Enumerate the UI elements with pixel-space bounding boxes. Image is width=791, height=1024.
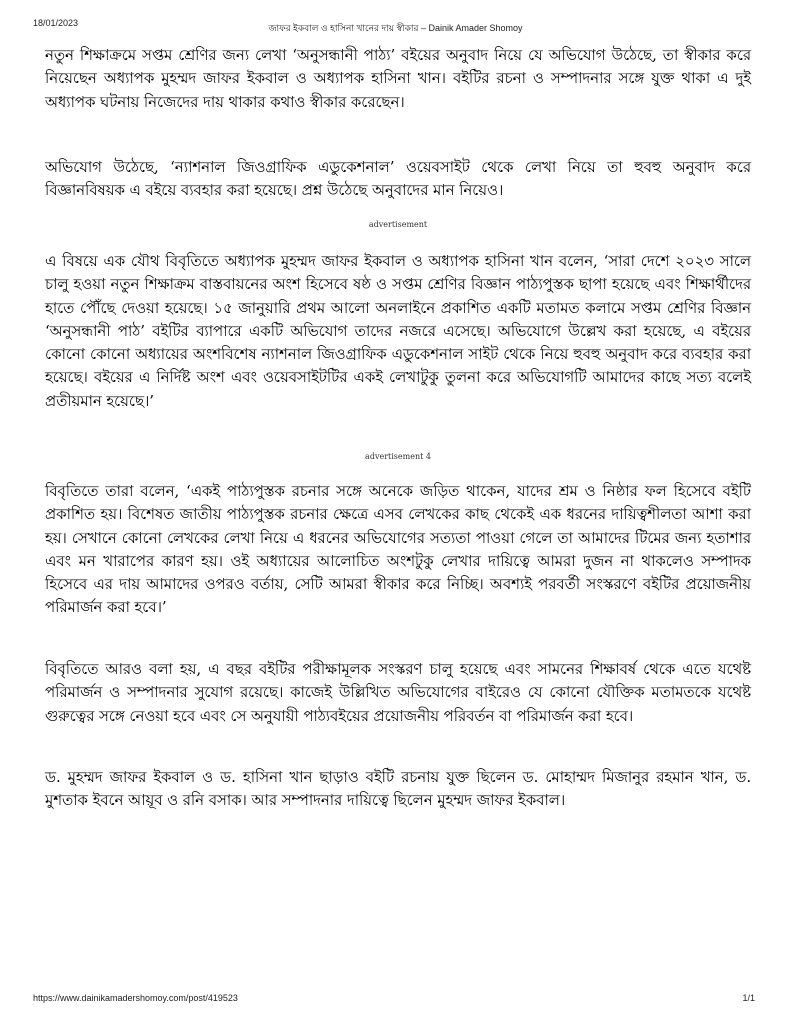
article-paragraph-2: অভিযোগ উঠেছে, ‘ন্যাশনাল জিওগ্রাফিক এডুকেশনাল’ ওয়েবসাইট থেকে লেখা নিয়ে তা হুবহু অনুবাদ করে বিজ্ঞানবিষয়ক এ বইয়ে ব্যবহার করা হয়েছে। প্রশ্ন উঠেছে অনুবাদের মান নিয়েও। <box>45 158 751 200</box>
print-date: 18/01/2023 <box>33 18 79 28</box>
print-footer <box>0 993 791 1007</box>
article-body <box>45 44 751 838</box>
article-paragraph-1: নতুন শিক্ষাক্রমে সপ্তম শ্রেণির জন্য লেখা ‘অনুসন্ধানী পাঠ্য’ বইয়ের অনুবাদ নিয়ে যে অভিযোগ উঠেছে, তা স্বীকার করে নিয়েছেন অধ্যাপক মুহম্মদ জাফর ইকবাল ও অধ্যাপক হাসিনা খান। বইটির রচনা ও সম্পাদনার সঙ্গে যুক্ত থাকা এ দুই অধ্যাপক ঘটনায় নিজেদের দায় থাকার কথাও স্বীকার করেছেন। <box>45 46 751 111</box>
print-header <box>0 18 791 32</box>
page-number: 1/1 <box>742 993 755 1003</box>
article-paragraph-4: বিবৃতিতে তারা বলেন, ‘একই পাঠ্যপুস্তক রচনার সঙ্গে অনেকে জড়িত থাকেন, যাদের শ্রম ও নিষ্ঠার ফল হিসেবে বইটি প্রকাশিত হয়। বিশেষত জাতীয় পাঠ্যপুস্তক রচনার ক্ষেত্রে এসব লেখকের কাছ থেকেই এক ধরনের দায়িত্বশীলতা আশা করা হয়। সেখানে কোনো লেখকের লেখা নিয়ে এ ধরনের অভিযোগের সত্যতা পাওয়া গেলে তা আমাদের টিমের জন্য হতাশার এবং মন খারাপের কারণ হয়। ওই অধ্যায়ের আলোচিত অংশটুকু লেখার দায়িত্বে আমরা দুজন না থাকলেও সম্পাদক হিসেবে এর দায় আমাদের ওপরও বর্তায়, সেটি আমরা স্বীকার করে নিচ্ছি। অবশ্যই পরবর্তী সংস্করণে বইটির প্রয়োজনীয় পরিমার্জন করা হবে।’ <box>45 482 751 617</box>
advertisement-label-4: advertisement 4 <box>365 452 431 461</box>
article-paragraph-6: ড. মুহম্মদ জাফর ইকবাল ও ড. হাসিনা খান ছাড়াও বইটি রচনায় যুক্ত ছিলেন ড. মোহাম্মদ মিজানুর রহমান খান, ড. মুশতাক ইবনে আয়ূব ও রনি বসাক। আর সম্পাদনার দায়িত্বে ছিলেন মুহম্মদ জাফর ইকবাল। <box>45 768 751 810</box>
source-url-link[interactable]: https://www.dainikamadershomoy.com/post/419523 <box>33 993 238 1003</box>
page-title: জাফর ইকবাল ও হাসিনা খানের দায় স্বীকার – Dainik Amader Shomoy <box>268 23 523 33</box>
advertisement-label: advertisement <box>368 220 428 229</box>
article-paragraph-5: বিবৃতিতে আরও বলা হয়, এ বছর বইটির পরীক্ষামূলক সংস্করণ চালু হয়েছে এবং সামনের শিক্ষাবর্ষ থেকে এতে যথেষ্ট পরিমার্জন ও সম্পাদনার সুযোগ রয়েছে। কাজেই উল্লিখিত অভিযোগের বাইরেও যে কোনো যৌক্তিক মতামতকে যথেষ্ট গুরুত্বের সঙ্গে নেওয়া হবে এবং সে অনুযায়ী পাঠ্যবইয়ের প্রয়োজনীয় পরিবর্তন বা পরিমার্জন করা হবে। <box>45 660 751 725</box>
article-paragraph-3: এ বিষয়ে এক যৌথ বিবৃতিতে অধ্যাপক মুহম্মদ জাফর ইকবাল ও অধ্যাপক হাসিনা খান বলেন, ‘সারা দেশে ২০২৩ সালে চালু হওয়া নতুন শিক্ষাক্রম বাস্তবায়নের অংশ হিসেবে ষষ্ঠ ও সপ্তম শ্রেণির বিজ্ঞান পাঠ্যপুস্তক ছাপা হয়েছে এবং শিক্ষার্থীদের হাতে পৌঁছে দেওয়া হয়েছে। ১৫ জানুয়ারি প্রথম আলো অনলাইনে প্রকাশিত একটি মতামত কলামে সপ্তম শ্রেণির বিজ্ঞান ‘অনুসন্ধানী পাঠ’ বইটির ব্যাপারে একটি অভিযোগ তাদের নজরে এসেছে। অভিযোগে উল্লেখ করা হয়েছে, এ বইয়ের কোনো কোনো অধ্যায়ের অংশবিশেষ ন্যাশনাল জিওগ্রাফিক এডুকেশনাল সাইট থেকে নিয়ে হুবহু অনুবাদ করে ব্যবহার করা হয়েছে। বইয়ের এ নির্দিষ্ট অংশ এবং ওয়েবসাইটটির একই লেখাটুকু তুলনা করে অভিযোগটি আমাদের কাছে সত্য বলেই প্রতীয়মান হয়েছে।’ <box>45 252 751 410</box>
